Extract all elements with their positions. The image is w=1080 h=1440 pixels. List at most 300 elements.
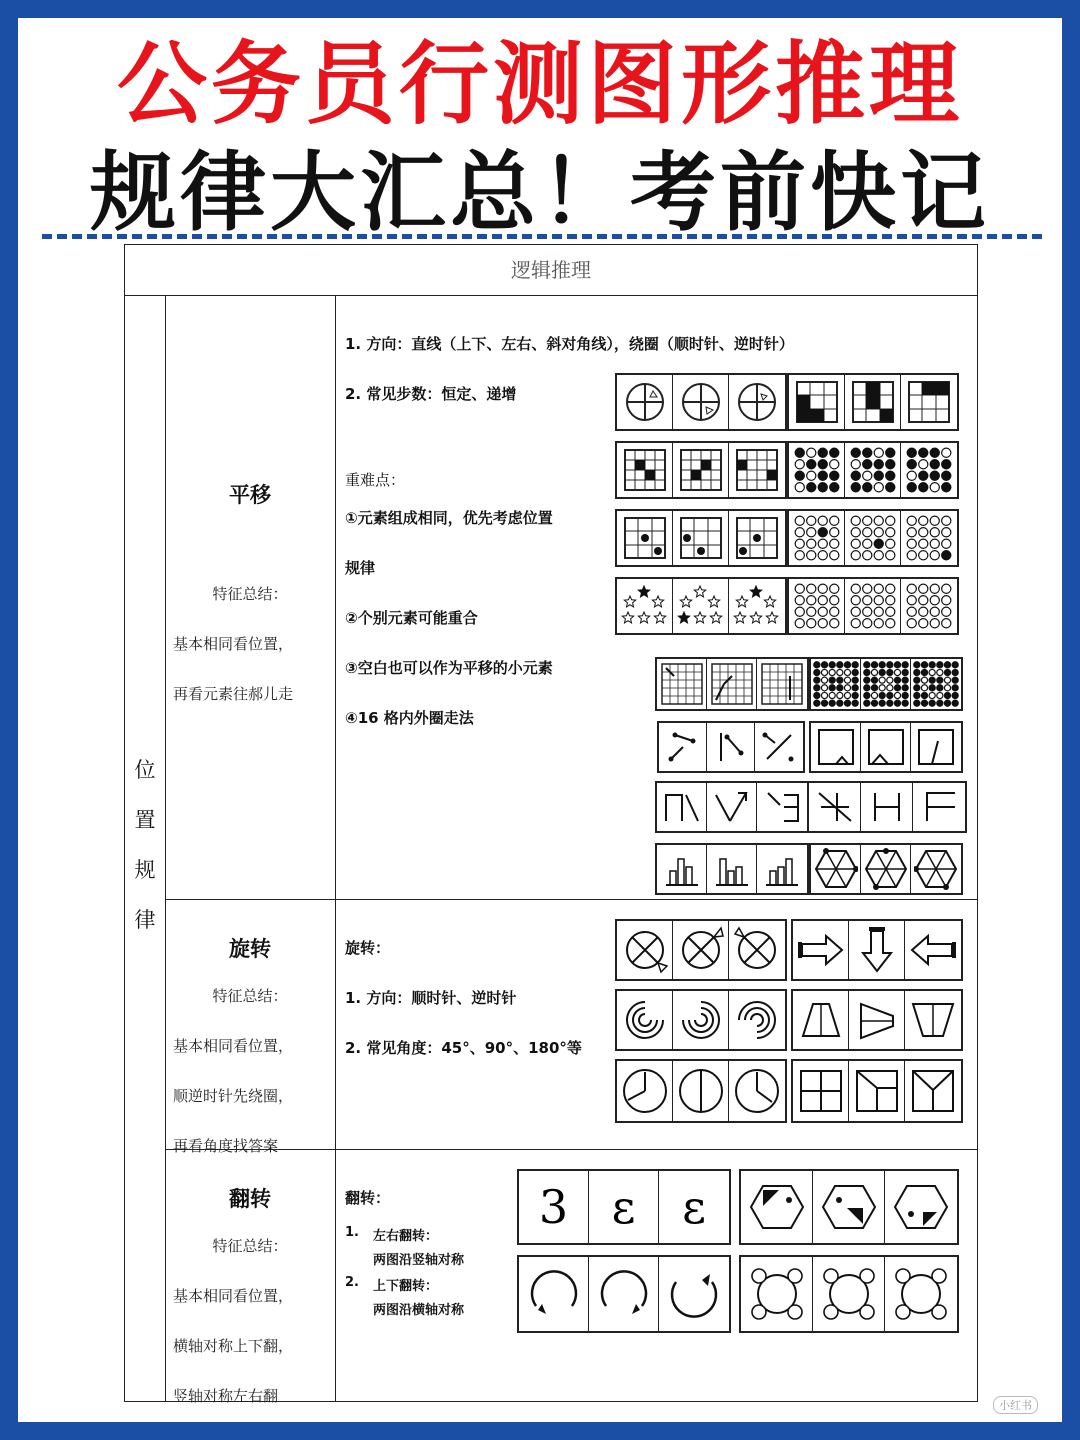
square-figure (916, 727, 956, 767)
dot (907, 528, 916, 537)
figure-cell (849, 991, 905, 1049)
dot (907, 460, 916, 469)
dot (930, 539, 939, 548)
bar-figure (762, 849, 802, 889)
dot (885, 551, 894, 560)
spiral-figure (677, 996, 725, 1044)
figure-cell (885, 1171, 957, 1243)
figure-cell (849, 1061, 905, 1121)
figure-group-4x4-grid (615, 441, 787, 499)
note-line: 1. 方向：顺时针、逆时针 (345, 989, 517, 1007)
star-icon (710, 612, 721, 623)
dot (919, 607, 928, 616)
dot (885, 539, 894, 548)
dot (795, 596, 804, 605)
feature-line: 特征总结： (212, 1237, 288, 1255)
dot (952, 692, 958, 698)
feature-line: 特征总结： (212, 585, 288, 603)
dot (813, 685, 819, 691)
dot (919, 460, 928, 469)
dot (806, 619, 815, 628)
dot (862, 460, 871, 469)
dot-matrix-figure (913, 661, 959, 707)
dot (836, 692, 842, 698)
feature-line: 特征总结： (212, 987, 288, 1005)
figure-cell (793, 991, 849, 1049)
dot (919, 596, 928, 605)
dot (942, 460, 951, 469)
features-flip (165, 1221, 335, 1421)
figure-cell (673, 921, 729, 979)
figure-cell (729, 579, 785, 633)
dot (862, 471, 871, 480)
dot (885, 619, 894, 628)
dot (851, 483, 860, 492)
dot (894, 662, 900, 668)
figure-group-arcs (517, 1255, 731, 1333)
dot (844, 669, 850, 675)
figure-group-crossed-circles (615, 919, 787, 981)
feature-line: 竖轴对称左右翻 (173, 1387, 279, 1405)
figure-cell (617, 991, 673, 1049)
stars-figure (620, 584, 670, 628)
star-icon (764, 596, 775, 607)
dot (852, 669, 858, 675)
feature-line: 基本相同看位置， (173, 1287, 294, 1305)
numeral-three: 3 (519, 1171, 589, 1243)
dot (929, 669, 935, 675)
dot (818, 448, 827, 457)
figure-cell (617, 443, 673, 497)
dot (863, 677, 869, 683)
dot (818, 607, 827, 616)
grid-figure (907, 380, 951, 424)
figure-cell (809, 783, 861, 831)
figure-group-bars (655, 843, 809, 895)
note-line: 1. 方向：直线（上下、左右、斜对角线），绕圈（顺时针、逆时针） (345, 335, 794, 353)
dot (907, 619, 916, 628)
figure-group-16-grid (655, 657, 809, 711)
divided-square-figure (854, 1068, 900, 1114)
dot (952, 677, 958, 683)
dot (921, 700, 927, 706)
feature-line: 再看角度找答案 (173, 1137, 279, 1155)
dot-matrix-figure (794, 447, 840, 493)
dot (914, 677, 920, 683)
figure-group-spirals (615, 989, 787, 1051)
line-figure (759, 727, 799, 767)
dot (829, 528, 838, 537)
dot (914, 669, 920, 675)
dot (907, 471, 916, 480)
stroke-figure (919, 787, 959, 827)
dot (919, 448, 928, 457)
figure-cell (813, 1171, 885, 1243)
dot (795, 551, 804, 560)
dot (921, 692, 927, 698)
page (18, 18, 1062, 1422)
dot (929, 662, 935, 668)
star-icon (734, 612, 745, 623)
figure-group-circles (615, 373, 787, 431)
star-icon (750, 586, 761, 597)
dot (829, 669, 835, 675)
dot (914, 692, 920, 698)
dot (821, 669, 827, 675)
dot (930, 448, 939, 457)
clock-icon (732, 1066, 782, 1116)
figure-cell (707, 845, 757, 893)
dot (871, 692, 877, 698)
figure-cell (707, 659, 757, 709)
divided-square-figure (910, 1068, 956, 1114)
dot (921, 662, 927, 668)
rule-table (124, 244, 978, 1405)
dot (952, 662, 958, 668)
dot (795, 471, 804, 480)
grid-figure (735, 448, 779, 492)
dot (921, 677, 927, 683)
feature-line: 横轴对称上下翻， (173, 1337, 294, 1355)
figure-cell (861, 659, 911, 709)
dot (795, 516, 804, 525)
figure-cell (911, 845, 961, 893)
dot (851, 539, 860, 548)
dot (942, 607, 951, 616)
dot (894, 692, 900, 698)
dot (821, 677, 827, 683)
arrow-down-icon (857, 925, 897, 975)
features-rotation (165, 971, 335, 1171)
dot (886, 662, 892, 668)
dot (885, 471, 894, 480)
dot (806, 483, 815, 492)
dot (852, 662, 858, 668)
note-line: 两图沿横轴对称 (373, 1303, 465, 1318)
dot (829, 692, 835, 698)
grid-figure (660, 662, 704, 706)
table-header: 逻辑推理 (511, 258, 591, 282)
star-icon (638, 586, 649, 597)
dot (818, 584, 827, 593)
dot (937, 700, 943, 706)
dot (852, 700, 858, 706)
grid-figure (735, 516, 779, 560)
dot (806, 448, 815, 457)
spiral-figure (621, 996, 669, 1044)
dot (851, 607, 860, 616)
dot (894, 685, 900, 691)
figure-group-circle-clusters (787, 577, 959, 635)
dot (852, 677, 858, 683)
dot (919, 483, 928, 492)
section-rule-1 (165, 899, 977, 900)
dot (818, 551, 827, 560)
dot (813, 677, 819, 683)
dot (874, 448, 883, 457)
figure-cell (589, 1257, 659, 1331)
dot (844, 692, 850, 698)
square-figure (866, 727, 906, 767)
spiral-figure (733, 996, 781, 1044)
dot (863, 685, 869, 691)
dot (806, 551, 815, 560)
dot (874, 539, 883, 548)
dot (929, 677, 935, 683)
feature-line: 顺逆时针先绕圈， (173, 1087, 294, 1105)
dot (829, 677, 835, 683)
dot (907, 596, 916, 605)
star-icon (708, 596, 719, 607)
dot (914, 700, 920, 706)
small-ring (860, 1269, 874, 1283)
hexagon-figure (814, 847, 858, 891)
dot (930, 528, 939, 537)
dot (921, 669, 927, 675)
dot (930, 483, 939, 492)
dot (894, 700, 900, 706)
dot (885, 460, 894, 469)
dot-matrix-figure (850, 515, 896, 561)
dot (863, 700, 869, 706)
arc-arrow-figure (666, 1266, 722, 1322)
dot (919, 584, 928, 593)
dot (851, 460, 860, 469)
figure-cell (657, 659, 707, 709)
small-ring (824, 1305, 838, 1319)
dot (795, 619, 804, 628)
feature-line: 再看元素往郝儿走 (173, 685, 294, 703)
figure-group-3x3-squares (787, 373, 959, 431)
figure-cell (673, 1061, 729, 1121)
dot (844, 677, 850, 683)
figure-cell (757, 845, 807, 893)
category-char-3: 规 (134, 858, 156, 882)
figure-cell (905, 921, 961, 979)
dot (874, 471, 883, 480)
dot (829, 607, 838, 616)
dot (919, 619, 928, 628)
figure-group-line-points (657, 721, 805, 773)
dot (907, 607, 916, 616)
dot (886, 669, 892, 675)
figure-cell (845, 511, 901, 565)
trapezoid-figure (909, 996, 957, 1044)
figure-cell (861, 845, 911, 893)
note-line: 左右翻转： (373, 1229, 439, 1244)
epsilon-glyph: ε (682, 1180, 706, 1234)
dot (885, 448, 894, 457)
dot (836, 700, 842, 706)
dot (871, 685, 877, 691)
dot (836, 677, 842, 683)
arrow-left-icon (908, 930, 958, 970)
dot (862, 539, 871, 548)
figure-group-flip-hexagons (739, 1169, 959, 1245)
dot (885, 516, 894, 525)
dot (806, 516, 815, 525)
figure-cell (813, 1257, 885, 1331)
dot (942, 619, 951, 628)
dot (937, 685, 943, 691)
note-line: 翻转： (345, 1189, 391, 1207)
dot (930, 596, 939, 605)
dot (942, 584, 951, 593)
hexagon-figure (914, 847, 958, 891)
small-ring (860, 1305, 874, 1319)
figure-cell (519, 1257, 589, 1331)
dot (851, 584, 860, 593)
dot (944, 677, 950, 683)
grid-figure (851, 380, 895, 424)
dot (836, 669, 842, 675)
category-char-2: 置 (134, 808, 156, 832)
dot (829, 460, 838, 469)
figure-group-stars (615, 577, 787, 635)
dot (879, 669, 885, 675)
dot-matrix-figure (863, 661, 909, 707)
star-icon (638, 612, 649, 623)
figure-cell (659, 1257, 729, 1331)
dot (944, 685, 950, 691)
dot (829, 471, 838, 480)
figure-group-numerals (517, 1169, 731, 1245)
figure-cell (755, 723, 803, 771)
dot (907, 448, 916, 457)
figure-cell (729, 991, 785, 1049)
dot (821, 685, 827, 691)
dot (944, 662, 950, 668)
dot (806, 584, 815, 593)
dot (871, 669, 877, 675)
crossed-circle-figure (733, 926, 781, 974)
dot (879, 677, 885, 683)
figure-group-divided-squares (791, 1059, 963, 1123)
dot (914, 685, 920, 691)
arc-arrow-figure (526, 1266, 582, 1322)
dot (937, 662, 943, 668)
dot (813, 662, 819, 668)
figure-cell (741, 1171, 813, 1243)
dot (942, 448, 951, 457)
figure-cell (673, 511, 729, 565)
dot (874, 596, 883, 605)
dot (874, 551, 883, 560)
dot (806, 528, 815, 537)
dot (795, 483, 804, 492)
figure-cell (617, 375, 673, 429)
dot (874, 528, 883, 537)
dot (829, 700, 835, 706)
figure-cell (849, 921, 905, 979)
dot (874, 516, 883, 525)
note-line: 上下翻转： (373, 1279, 439, 1294)
dot (829, 539, 838, 548)
figure-cell (757, 659, 807, 709)
dot (862, 551, 871, 560)
dot (844, 662, 850, 668)
clock-icon (620, 1066, 670, 1116)
dot (829, 551, 838, 560)
star-icon (678, 612, 689, 623)
dot (806, 471, 815, 480)
small-ring (896, 1305, 910, 1319)
section-name-rotation: 旋转 (229, 937, 271, 961)
figure-cell (901, 375, 957, 429)
star-icon (652, 596, 663, 607)
figure-cell (913, 783, 965, 831)
dot (818, 539, 827, 548)
figure-group-strokes-1 (655, 781, 809, 833)
dot (907, 483, 916, 492)
note-line: ④16 格内外圈走法 (345, 709, 474, 727)
star-icon (624, 596, 635, 607)
dot-matrix-figure (906, 447, 952, 493)
dot (907, 539, 916, 548)
dot (942, 483, 951, 492)
dot (952, 700, 958, 706)
dot (862, 596, 871, 605)
feature-line: 基本相同看位置， (173, 635, 294, 653)
dot (863, 692, 869, 698)
dot (874, 584, 883, 593)
dot (886, 692, 892, 698)
dot (851, 619, 860, 628)
figure-group-strokes-2 (807, 781, 967, 833)
figure-cell (757, 783, 807, 831)
figure-group-clocks (615, 1059, 787, 1123)
figure-group-arrows (791, 919, 963, 981)
small-ring (896, 1269, 910, 1283)
bar-figure (712, 849, 752, 889)
dot (874, 607, 883, 616)
dot (942, 551, 951, 560)
dashed-divider (42, 234, 1042, 239)
dot (829, 584, 838, 593)
figure-cell (811, 723, 861, 771)
arrow-right-icon (796, 930, 846, 970)
dot (829, 619, 838, 628)
small-ring (788, 1269, 802, 1283)
dot (902, 685, 908, 691)
dot (885, 584, 894, 593)
figure-cell (617, 511, 673, 565)
dot (862, 516, 871, 525)
dot (795, 460, 804, 469)
epsilon-glyph: ε (589, 1171, 659, 1243)
figure-group-number-circles (739, 1255, 959, 1333)
stroke-figure (762, 787, 802, 827)
dot (930, 584, 939, 593)
dot (885, 607, 894, 616)
dot (886, 677, 892, 683)
dot (829, 662, 835, 668)
dot (818, 483, 827, 492)
stroke-figure (867, 787, 907, 827)
dot-matrix-figure (794, 515, 840, 561)
star-icon (694, 586, 705, 597)
dot (919, 551, 928, 560)
features-translation (165, 569, 335, 719)
dot (813, 692, 819, 698)
numbered-circle-figure (889, 1264, 953, 1324)
grid-figure (679, 516, 723, 560)
figure-cell (911, 723, 961, 771)
figure-cell (659, 723, 707, 771)
dot-matrix-figure (794, 583, 840, 629)
dot-matrix-figure (906, 583, 952, 629)
dot (818, 528, 827, 537)
